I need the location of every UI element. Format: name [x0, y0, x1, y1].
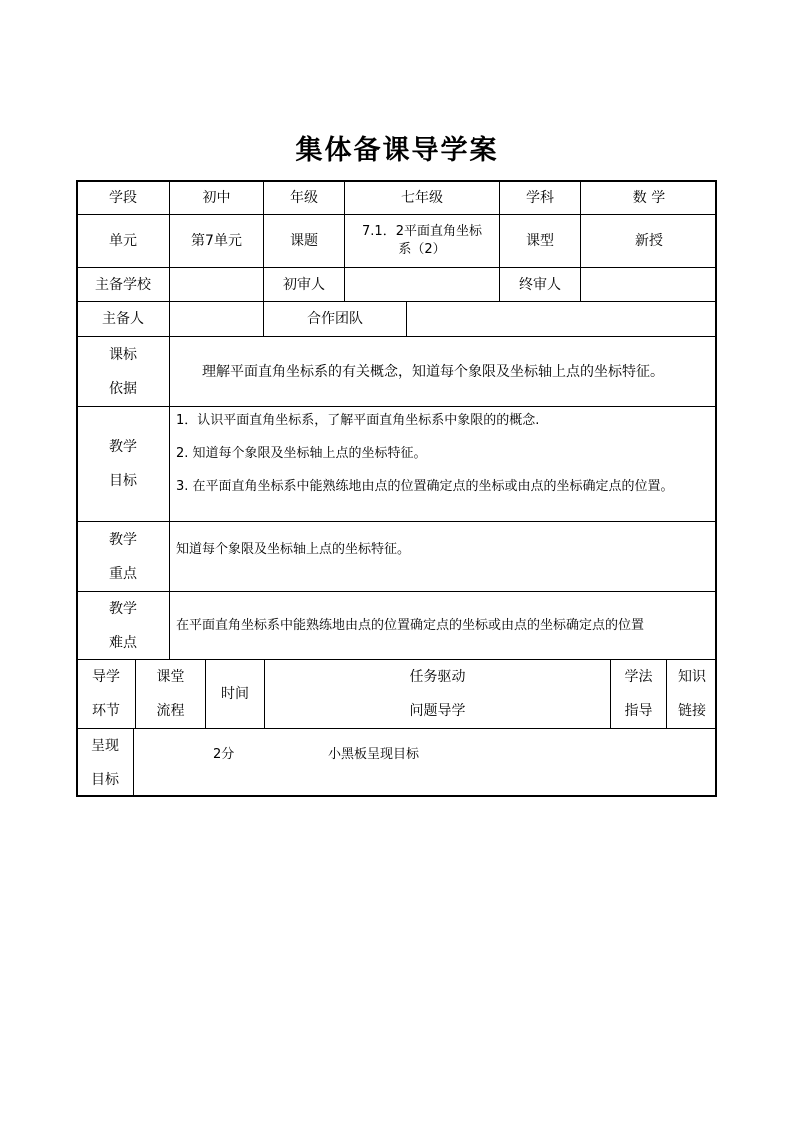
difficulties-label: [76, 591, 169, 659]
flow-link-header: [666, 659, 717, 728]
goals-list: [169, 406, 717, 521]
present-content: [133, 728, 717, 797]
preparer-label: 主备人: [76, 301, 169, 336]
standard-label-line-1: 课标: [109, 346, 137, 363]
flow-link-line-1: 知识: [678, 669, 706, 685]
keypoints-label-line-1: 教学: [109, 531, 137, 548]
flow-process-line-1: 课堂: [156, 669, 185, 685]
goals-label-line-1: 教学: [109, 439, 137, 455]
flow-task-line-2: 问题导学: [409, 703, 466, 719]
page-title: 集体备课导学案: [295, 135, 499, 166]
unit-value: 第7单元: [169, 214, 263, 267]
present-time: 2分: [213, 747, 235, 762]
keypoints-label-line-2: 重点: [109, 565, 137, 582]
topic-value: [344, 214, 499, 267]
keypoints-label: [76, 521, 169, 591]
lesson-plan-table: [76, 180, 717, 797]
final-review-label: 终审人: [499, 267, 580, 301]
flow-process-header: [135, 659, 205, 728]
grade-value: 七年级: [344, 180, 499, 214]
school-label: 主备学校: [76, 267, 169, 301]
stage-value: 初中: [169, 180, 263, 214]
flow-time-header: 时间: [205, 659, 264, 728]
flow-link-line-2: 链接: [678, 703, 706, 719]
type-value: 新授: [580, 214, 717, 267]
discipline-label: 学科: [499, 180, 580, 214]
discipline-value: 数 学: [580, 180, 717, 214]
goal-item-2: 2. 知道每个象限及坐标轴上点的坐标特征。: [176, 446, 427, 461]
unit-label: 单元: [76, 214, 169, 267]
grade-label: 年级: [263, 180, 344, 214]
keypoints-text: 知道每个象限及坐标轴上点的坐标特征。: [169, 521, 717, 591]
difficulties-label-line-1: 教学: [109, 600, 137, 617]
preparer-value: [169, 301, 263, 336]
final-review-value: [580, 267, 717, 301]
team-label: 合作团队: [263, 301, 406, 336]
standard-label-line-2: 依据: [109, 380, 137, 397]
flow-stage-header: [76, 659, 135, 728]
stage-label: 学段: [76, 180, 169, 214]
present-label: [76, 728, 133, 797]
flow-task-line-1: 任务驱动: [409, 669, 466, 685]
flow-stage-line-2: 环节: [92, 703, 120, 719]
goal-item-3: 3. 在平面直角坐标系中能熟练地由点的位置确定点的坐标或由点的坐标确定点的位置。: [176, 479, 674, 494]
type-label: 课型: [499, 214, 580, 267]
goals-label-line-2: 目标: [109, 473, 137, 489]
school-value: [169, 267, 263, 301]
first-review-value: [344, 267, 499, 301]
flow-task-header: [264, 659, 610, 728]
difficulties-text: 在平面直角坐标系中能熟练地由点的位置确定点的坐标或由点的坐标确定点的位置: [169, 591, 717, 659]
flow-method-line-2: 指导: [624, 703, 653, 719]
standard-label: [76, 336, 169, 406]
flow-method-header: [610, 659, 666, 728]
present-label-line-1: 呈现: [91, 738, 119, 754]
difficulties-label-line-2: 难点: [109, 634, 137, 651]
team-value: [406, 301, 717, 336]
present-label-line-2: 目标: [91, 772, 119, 788]
standard-text: 理解平面直角坐标系的有关概念，知道每个象限及坐标轴上点的坐标特征。: [169, 336, 717, 406]
present-task: 小黑板呈现目标: [328, 747, 420, 762]
flow-process-line-2: 流程: [156, 703, 185, 719]
goal-item-1: 1．认识平面直角坐标系，了解平面直角坐标系中象限的的概念.: [176, 413, 540, 428]
topic-label: 课题: [263, 214, 344, 267]
first-review-label: 初审人: [263, 267, 344, 301]
goals-label: [76, 406, 169, 521]
topic-line-1: 7.1．2平面直角坐标: [362, 224, 482, 239]
flow-stage-line-1: 导学: [92, 669, 120, 685]
flow-method-line-1: 学法: [624, 669, 653, 685]
topic-line-2: 系（2）: [398, 242, 446, 257]
